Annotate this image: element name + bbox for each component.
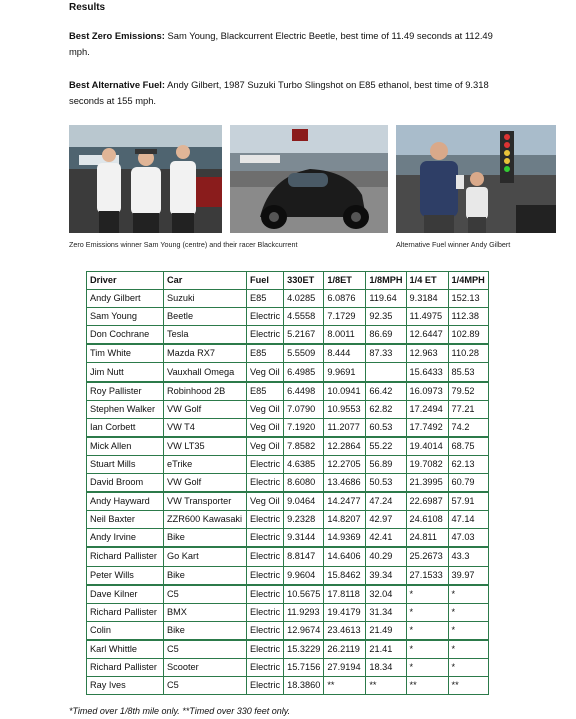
cell-1-4et: 17.7492 [406, 418, 448, 437]
cell-1-4mph: * [448, 658, 488, 676]
cell-1-8et: ** [324, 677, 366, 695]
cell-car: Suzuki [164, 290, 247, 308]
cell-fuel: Veg Oil [247, 400, 284, 418]
cell-1-4mph: 152.13 [448, 290, 488, 308]
cell-driver: Stuart Mills [87, 455, 164, 473]
cell-1-4mph: * [448, 621, 488, 640]
cell-driver: Richard Pallister [87, 547, 164, 566]
cell-driver: Richard Pallister [87, 658, 164, 676]
cell-car: VW Transporter [164, 492, 247, 511]
cell-car: Go Kart [164, 547, 247, 566]
table-row [87, 326, 489, 345]
cell-fuel: Electric [247, 511, 284, 529]
cell-1-8et: 12.2864 [324, 437, 366, 456]
cell-1-8et: 19.4179 [324, 603, 366, 621]
cell-driver: Andy Gilbert [87, 290, 164, 308]
cell-driver: Jim Nutt [87, 363, 164, 382]
cell-1-4et: 12.6447 [406, 326, 448, 345]
cell-fuel: Electric [247, 566, 284, 585]
cell-1-8mph: 47.24 [366, 492, 406, 511]
cell-driver: Richard Pallister [87, 603, 164, 621]
header-1-8mph: 1/8MPH [366, 272, 406, 290]
header-fuel: Fuel [247, 272, 284, 290]
cell-1-4mph: 57.91 [448, 492, 488, 511]
cell-1-8mph: 92.35 [366, 308, 406, 326]
cell-330et: 7.8582 [284, 437, 324, 456]
table-row [87, 566, 489, 585]
cell-330et: 10.5675 [284, 585, 324, 604]
footnote: *Timed over 1/8th mile only. **Timed over 330 feet only. [69, 706, 291, 716]
cell-fuel: E85 [247, 382, 284, 401]
table-row [87, 290, 489, 308]
cell-1-8et: 13.4686 [324, 474, 366, 493]
cell-1-4et: 22.6987 [406, 492, 448, 511]
cell-1-8et: 10.0941 [324, 382, 366, 401]
cell-driver: Mick Allen [87, 437, 164, 456]
cell-1-4mph: * [448, 603, 488, 621]
cell-driver: David Broom [87, 474, 164, 493]
cell-1-8et: 6.0876 [324, 290, 366, 308]
cell-car: VW Golf [164, 474, 247, 493]
cell-fuel: Electric [247, 455, 284, 473]
cell-1-8et: 27.9194 [324, 658, 366, 676]
cell-fuel: Electric [247, 621, 284, 640]
table-row [87, 382, 489, 401]
cell-fuel: Electric [247, 308, 284, 326]
cell-1-4mph: 47.14 [448, 511, 488, 529]
table-row [87, 640, 489, 659]
table-row [87, 511, 489, 529]
cell-fuel: Electric [247, 474, 284, 493]
cell-1-8et: 23.4613 [324, 621, 366, 640]
header-1-4mph: 1/4MPH [448, 272, 488, 290]
cell-1-8et: 14.8207 [324, 511, 366, 529]
cell-1-8mph: 21.41 [366, 640, 406, 659]
results-header-row [87, 272, 489, 290]
alternative-fuel-winner-photo [396, 125, 556, 233]
cell-1-8et: 17.8118 [324, 585, 366, 604]
cell-fuel: E85 [247, 290, 284, 308]
cell-1-4mph: 77.21 [448, 400, 488, 418]
cell-car: Scooter [164, 658, 247, 676]
cell-1-8mph: 86.69 [366, 326, 406, 345]
cell-fuel: Electric [247, 658, 284, 676]
header-1-4et: 1/4 ET [406, 272, 448, 290]
cell-driver: Andy Irvine [87, 529, 164, 548]
best-zero-emissions-label: Best Zero Emissions: [69, 30, 165, 41]
cell-1-8mph: 60.53 [366, 418, 406, 437]
cell-1-4et: 21.3995 [406, 474, 448, 493]
cell-1-8et: 7.1729 [324, 308, 366, 326]
table-row [87, 344, 489, 363]
cell-330et: 7.0790 [284, 400, 324, 418]
cell-1-4et: 12.963 [406, 344, 448, 363]
cell-1-8mph: 56.89 [366, 455, 406, 473]
header-car: Car [164, 272, 247, 290]
cell-330et: 4.5558 [284, 308, 324, 326]
cell-1-8et: 14.9369 [324, 529, 366, 548]
best-zero-emissions-paragraph [69, 28, 509, 60]
table-row [87, 492, 489, 511]
cell-1-8mph: 40.29 [366, 547, 406, 566]
beetle-racer-photo [230, 125, 388, 233]
cell-330et: 11.9293 [284, 603, 324, 621]
alternative-fuel-caption: Alternative Fuel winner Andy Gilbert [396, 240, 511, 249]
results-body [87, 290, 489, 695]
cell-1-4mph: 110.28 [448, 344, 488, 363]
cell-1-4mph: 39.97 [448, 566, 488, 585]
cell-1-8mph: 50.53 [366, 474, 406, 493]
cell-car: eTrike [164, 455, 247, 473]
cell-1-4et: 9.3184 [406, 290, 448, 308]
cell-fuel: Electric [247, 547, 284, 566]
cell-car: Vauxhall Omega [164, 363, 247, 382]
cell-1-4mph: 112.38 [448, 308, 488, 326]
cell-car: Robinhood 2B [164, 382, 247, 401]
cell-330et: 6.4985 [284, 363, 324, 382]
cell-1-4et: * [406, 658, 448, 676]
table-row [87, 455, 489, 473]
cell-fuel: Veg Oil [247, 418, 284, 437]
header-330et: 330ET [284, 272, 324, 290]
cell-1-8mph: 31.34 [366, 603, 406, 621]
cell-330et: 4.6385 [284, 455, 324, 473]
cell-1-4et: 27.1533 [406, 566, 448, 585]
cell-1-8et: 11.2077 [324, 418, 366, 437]
cell-1-4et: ** [406, 677, 448, 695]
cell-1-4et: 19.4014 [406, 437, 448, 456]
cell-car: VW Golf [164, 400, 247, 418]
cell-1-4et: 24.811 [406, 529, 448, 548]
cell-1-4mph: * [448, 640, 488, 659]
cell-330et: 5.2167 [284, 326, 324, 345]
cell-1-8et: 9.9691 [324, 363, 366, 382]
cell-car: Bike [164, 529, 247, 548]
cell-1-8et: 15.8462 [324, 566, 366, 585]
cell-1-8et: 26.2119 [324, 640, 366, 659]
cell-fuel: Electric [247, 640, 284, 659]
cell-1-4et: * [406, 603, 448, 621]
cell-1-8mph: 55.22 [366, 437, 406, 456]
table-row [87, 621, 489, 640]
cell-car: ZZR600 Kawasaki [164, 511, 247, 529]
cell-330et: 5.5509 [284, 344, 324, 363]
cell-1-4et: 24.6108 [406, 511, 448, 529]
cell-330et: 15.3229 [284, 640, 324, 659]
cell-1-8mph [366, 363, 406, 382]
cell-1-4et: * [406, 621, 448, 640]
cell-1-8mph: 62.82 [366, 400, 406, 418]
cell-fuel: Electric [247, 677, 284, 695]
cell-1-8mph: 32.04 [366, 585, 406, 604]
header-1-8et: 1/8ET [324, 272, 366, 290]
table-row [87, 585, 489, 604]
cell-1-4et: 19.7082 [406, 455, 448, 473]
cell-1-4et: 15.6433 [406, 363, 448, 382]
cell-1-4mph: ** [448, 677, 488, 695]
best-alternative-fuel-label: Best Alternative Fuel: [69, 79, 166, 90]
table-row [87, 529, 489, 548]
cell-1-8mph: 39.34 [366, 566, 406, 585]
cell-driver: Colin [87, 621, 164, 640]
cell-330et: 9.9604 [284, 566, 324, 585]
cell-fuel: Electric [247, 529, 284, 548]
cell-1-4et: 25.2673 [406, 547, 448, 566]
results-heading: Results [69, 2, 106, 13]
cell-fuel: Veg Oil [247, 363, 284, 382]
cell-driver: Ray Ives [87, 677, 164, 695]
cell-fuel: Electric [247, 585, 284, 604]
cell-1-4mph: 62.13 [448, 455, 488, 473]
cell-330et: 9.3144 [284, 529, 324, 548]
cell-1-4mph: 68.75 [448, 437, 488, 456]
cell-driver: Don Cochrane [87, 326, 164, 345]
cell-330et: 7.1920 [284, 418, 324, 437]
table-row [87, 474, 489, 493]
cell-330et: 12.9674 [284, 621, 324, 640]
table-row [87, 363, 489, 382]
cell-driver: Karl Whittle [87, 640, 164, 659]
cell-car: C5 [164, 640, 247, 659]
table-row [87, 308, 489, 326]
cell-fuel: E85 [247, 344, 284, 363]
cell-1-4et: * [406, 585, 448, 604]
cell-1-4mph: 43.3 [448, 547, 488, 566]
cell-driver: Sam Young [87, 308, 164, 326]
cell-driver: Tim White [87, 344, 164, 363]
results-table [86, 271, 489, 695]
cell-1-4et: 16.0973 [406, 382, 448, 401]
cell-driver: Ian Corbett [87, 418, 164, 437]
cell-1-8mph: 66.42 [366, 382, 406, 401]
cell-1-4mph: * [448, 585, 488, 604]
cell-330et: 9.0464 [284, 492, 324, 511]
best-zero-emissions-text: Sam Young, Blackcurrent Electric Beetle, best time of 11.49 seconds at 112.49 mph. [69, 30, 493, 57]
table-row [87, 400, 489, 418]
table-row [87, 437, 489, 456]
cell-330et: 4.0285 [284, 290, 324, 308]
zero-emissions-winner-photo [69, 125, 222, 233]
cell-1-4et: 11.4975 [406, 308, 448, 326]
cell-1-4mph: 60.79 [448, 474, 488, 493]
cell-1-8et: 14.6406 [324, 547, 366, 566]
cell-1-4mph: 74.2 [448, 418, 488, 437]
cell-car: C5 [164, 677, 247, 695]
table-row [87, 603, 489, 621]
cell-1-8mph: 42.97 [366, 511, 406, 529]
best-alternative-fuel-paragraph [69, 77, 509, 109]
cell-1-8et: 8.0011 [324, 326, 366, 345]
cell-1-8et: 14.2477 [324, 492, 366, 511]
cell-1-4mph: 102.89 [448, 326, 488, 345]
cell-1-4et: 17.2494 [406, 400, 448, 418]
table-row [87, 677, 489, 695]
cell-fuel: Veg Oil [247, 492, 284, 511]
cell-fuel: Electric [247, 326, 284, 345]
cell-330et: 6.4498 [284, 382, 324, 401]
cell-car: Beetle [164, 308, 247, 326]
header-driver: Driver [87, 272, 164, 290]
cell-330et: 8.8147 [284, 547, 324, 566]
cell-driver: Roy Pallister [87, 382, 164, 401]
cell-1-8et: 10.9553 [324, 400, 366, 418]
zero-emissions-caption: Zero Emissions winner Sam Young (centre) and their racer Blackcurrent [69, 240, 298, 249]
cell-1-8mph: ** [366, 677, 406, 695]
cell-330et: 9.2328 [284, 511, 324, 529]
cell-driver: Andy Hayward [87, 492, 164, 511]
cell-fuel: Electric [247, 603, 284, 621]
cell-car: C5 [164, 585, 247, 604]
cell-1-4mph: 79.52 [448, 382, 488, 401]
table-row [87, 547, 489, 566]
cell-1-4mph: 47.03 [448, 529, 488, 548]
cell-1-8mph: 21.49 [366, 621, 406, 640]
cell-car: Mazda RX7 [164, 344, 247, 363]
cell-1-8mph: 18.34 [366, 658, 406, 676]
cell-driver: Peter Wills [87, 566, 164, 585]
cell-1-4et: * [406, 640, 448, 659]
cell-330et: 15.7156 [284, 658, 324, 676]
cell-car: VW LT35 [164, 437, 247, 456]
cell-1-8mph: 119.64 [366, 290, 406, 308]
cell-1-8mph: 42.41 [366, 529, 406, 548]
cell-driver: Dave Kilner [87, 585, 164, 604]
cell-330et: 18.3860 [284, 677, 324, 695]
cell-1-8et: 12.2705 [324, 455, 366, 473]
cell-car: Tesla [164, 326, 247, 345]
cell-car: Bike [164, 621, 247, 640]
cell-330et: 8.6080 [284, 474, 324, 493]
cell-1-8mph: 87.33 [366, 344, 406, 363]
cell-1-8et: 8.444 [324, 344, 366, 363]
cell-car: VW T4 [164, 418, 247, 437]
cell-car: BMX [164, 603, 247, 621]
cell-fuel: Veg Oil [247, 437, 284, 456]
best-alternative-fuel-text: Andy Gilbert, 1987 Suzuki Turbo Slingshot on E85 ethanol, best time of 9.318 seconds at 155 mph. [69, 79, 489, 106]
cell-driver: Neil Baxter [87, 511, 164, 529]
table-row [87, 658, 489, 676]
cell-car: Bike [164, 566, 247, 585]
cell-1-4mph: 85.53 [448, 363, 488, 382]
table-row [87, 418, 489, 437]
cell-driver: Stephen Walker [87, 400, 164, 418]
